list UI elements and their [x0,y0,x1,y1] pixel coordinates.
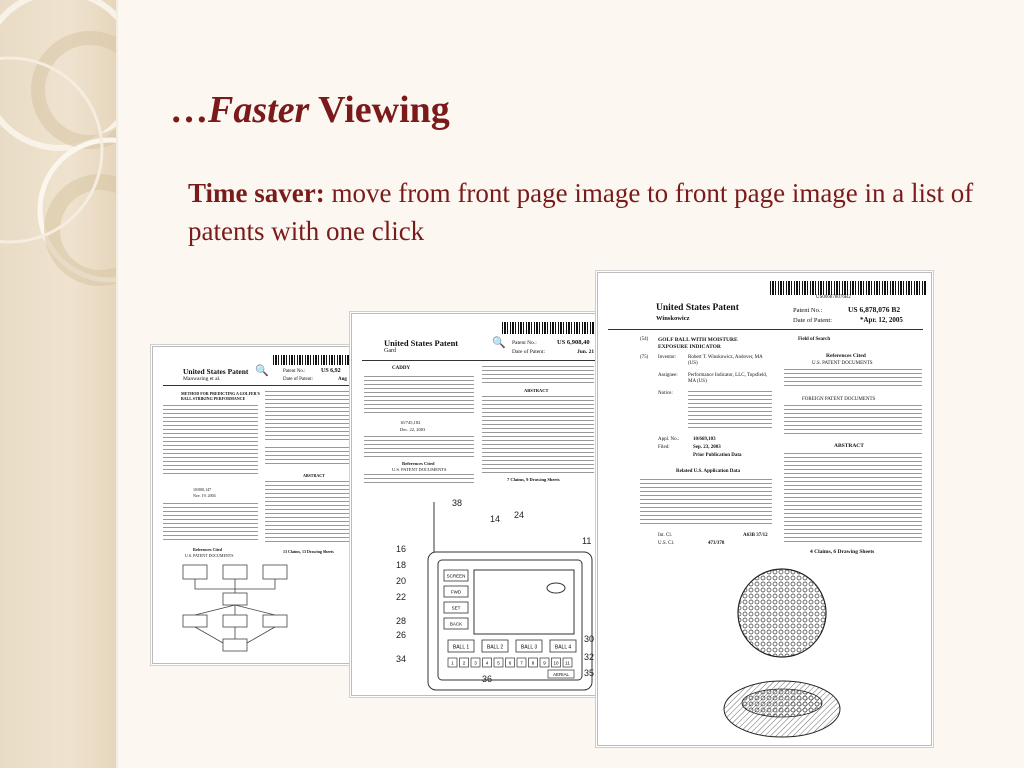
examiner-text [265,447,357,467]
flowchart-figure [163,559,357,659]
appl-label: Appl. No.: [658,437,680,442]
foreign-docs-list [784,405,922,435]
date-label: Date of Patent: [793,317,832,324]
caddy-number-key-label: 6 [508,660,512,666]
class-text [364,436,474,458]
caddy-button-label: SET [451,605,461,611]
patent-no-label: Patent No.: [283,369,306,374]
magnifier-icon[interactable]: 🔍 [255,364,269,377]
claims-count: 7 Claims, 9 Drawing Sheets [507,477,560,482]
abstract-text [482,396,594,474]
title-code: (54) [640,337,649,342]
us-docs: U.S. PATENT DOCUMENTS [392,467,447,472]
notice-label: Notice: [658,391,673,396]
refs-cited: References Cited [826,353,866,359]
slide-title [170,88,450,134]
title-rest: Viewing [309,89,450,131]
caddy-number-key-label: 4 [485,660,489,666]
caddy-number-key-label: 3 [474,660,477,666]
patent-number: US 6,908,40 [557,339,590,346]
figure-reference-numeral: 18 [396,560,407,570]
title-emphasis: Faster [208,89,310,131]
appl-no: 10/000,147 [193,487,212,492]
date-label: Date of Patent: [283,377,313,382]
patent-inventor: Manwaring et al. [183,376,221,382]
caddy-device-figure [392,492,602,692]
claims-count: 4 Claims, 6 Drawing Sheets [810,549,875,555]
filed-date: Nov. 19, 2004 [193,493,216,498]
refs-cited: References Cited [402,461,435,466]
invention-title: CADDY [392,366,411,371]
abstract-heading: ABSTRACT [524,388,549,393]
figure-reference-numeral: 36 [482,674,493,684]
header-rule [608,329,923,330]
patent-number: US 6,92 [321,368,341,374]
figure-reference-numeral: 24 [514,510,525,520]
refs-cited: References Cited [193,547,222,552]
filed-label: Filed: [658,445,670,450]
prior-pub: Prior Publication Data [693,453,742,458]
biblio-text [163,405,258,475]
patent-page-middle[interactable] [351,313,603,696]
patent-heading: United States Patent [384,338,459,348]
band-divider [116,0,118,768]
abstract-heading: ABSTRACT [834,443,864,449]
examiner-text [482,366,594,384]
assignee-label: Assignee: [658,373,678,378]
patent-date: Aug [338,377,347,382]
abstract-text [265,481,357,545]
patent-date: *Apr. 12, 2005 [860,316,903,324]
patent-date: Jun. 21 [577,349,595,355]
int-cl-label: Int. Cl. [658,533,673,538]
invention-title: METHOD FOR PREDICTING A GOLFER'S BALL STRIKING PERFORMANCE [181,391,260,401]
us-cl-label: U.S. Cl. [658,541,675,546]
refs-list [265,391,357,441]
related-text [163,503,258,543]
patent-page-back[interactable] [152,346,362,664]
us-docs: U.S. PATENT DOCUMENTS [812,361,873,366]
filed-date: Dec. 22, 2003 [400,427,426,432]
golf-ball-icon [738,569,826,657]
caddy-aerial-label: AERIAL [552,672,570,677]
caddy-number-key-label: 2 [462,660,466,666]
patent-page-front[interactable] [597,272,932,746]
appl-no: 10/669,103 [693,437,716,442]
caddy-number-key-label: 10 [553,660,559,666]
caddy-ball-label: BALL 4 [554,644,572,651]
figure-reference-numeral: 35 [584,668,595,678]
caddy-number-key-label: 11 [565,660,570,666]
slide-subtitle [188,174,988,250]
caddy-number-key-label: 5 [497,660,500,666]
patent-inventor: Winskowicz [656,315,690,322]
barcode [502,322,598,334]
barcode-number: US006878076B2 [816,295,851,300]
inventor-code: (75) [640,355,649,360]
decorative-left-band [0,0,116,768]
patent-heading: United States Patent [183,367,249,376]
filed-date: Sep. 23, 2003 [693,445,721,450]
figure-reference-numeral: 20 [396,576,407,586]
figure-reference-numeral: 11 [582,536,592,546]
claims-count: 13 Claims, 13 Drawing Sheets [283,549,334,554]
golf-ball-figures [598,563,931,745]
related-text [640,479,772,525]
inventor-label: Inventor: [658,355,677,360]
notice-text [688,391,772,431]
caddy-number-key-label: 1 [451,660,454,666]
us-cl: 473/378 [708,541,725,546]
figure-reference-numeral: 32 [584,652,595,662]
abstract-heading: ABSTRACT [303,473,325,478]
caddy-ball-label: BALL 3 [520,644,538,651]
barcode [273,355,357,365]
figure-reference-numeral: 22 [396,592,407,602]
decorative-circles [0,0,116,768]
figure-reference-numeral: 30 [584,634,595,644]
subtitle-lead: Time saver: [188,178,325,208]
patent-no-label: Patent No.: [793,307,823,314]
invention-title: GOLF BALL WITH MOISTURE EXPOSURE INDICATOR [658,337,738,350]
biblio-text [364,376,474,416]
subtitle-body: move from front page image to front page image in a list of patents with one click [188,178,974,246]
caddy-number-key-label: 9 [543,660,546,666]
figure-reference-numeral: 26 [396,630,407,640]
patent-number: US 6,878,076 B2 [848,305,901,314]
figure-reference-numeral: 28 [396,616,407,626]
header-rule [163,385,361,386]
patent-heading: United States Patent [656,303,739,313]
figure-reference-numeral: 38 [452,498,463,508]
patent-no-label: Patent No.: [512,340,537,346]
date-label: Date of Patent: [512,349,545,355]
caddy-ball-label: BALL 2 [486,644,504,651]
patent-inventor: Gard [384,348,396,354]
caddy-number-key-label: 7 [520,660,523,666]
figure-reference-numeral: 14 [490,514,501,524]
title-ellipsis: … [170,89,208,131]
caddy-button-label: SCREEN [446,573,466,579]
field-of-search: Field of Search [798,337,831,342]
figure-reference-numeral: 34 [396,654,407,664]
magnifier-icon[interactable]: 🔍 [492,336,506,349]
abstract-text [784,453,922,545]
caddy-number-key-label: 8 [531,660,535,666]
caddy-button-label: BACK [449,621,463,627]
us-docs: U.S. PATENT DOCUMENTS [185,553,234,558]
inventor-detail: Robert T. Winskowicz, Andover, MA (US) [688,355,763,366]
header-rule [362,360,600,361]
us-docs-list [784,369,922,387]
caddy-button-label: FWD [450,589,462,595]
figure-reference-numeral: 16 [396,544,407,554]
foreign-docs: FOREIGN PATENT DOCUMENTS [802,397,876,402]
int-cl: A63B 37/12 [743,533,768,538]
related-data: Related U.S. Application Data [676,469,741,474]
barcode [770,281,926,295]
assignee: Performance Indicator, LLC, Topsfield, MA (US) [688,373,768,384]
caddy-ball-label: BALL 1 [452,644,470,651]
appl-no: 10/745,182 [400,420,421,425]
refs-list [364,474,474,484]
